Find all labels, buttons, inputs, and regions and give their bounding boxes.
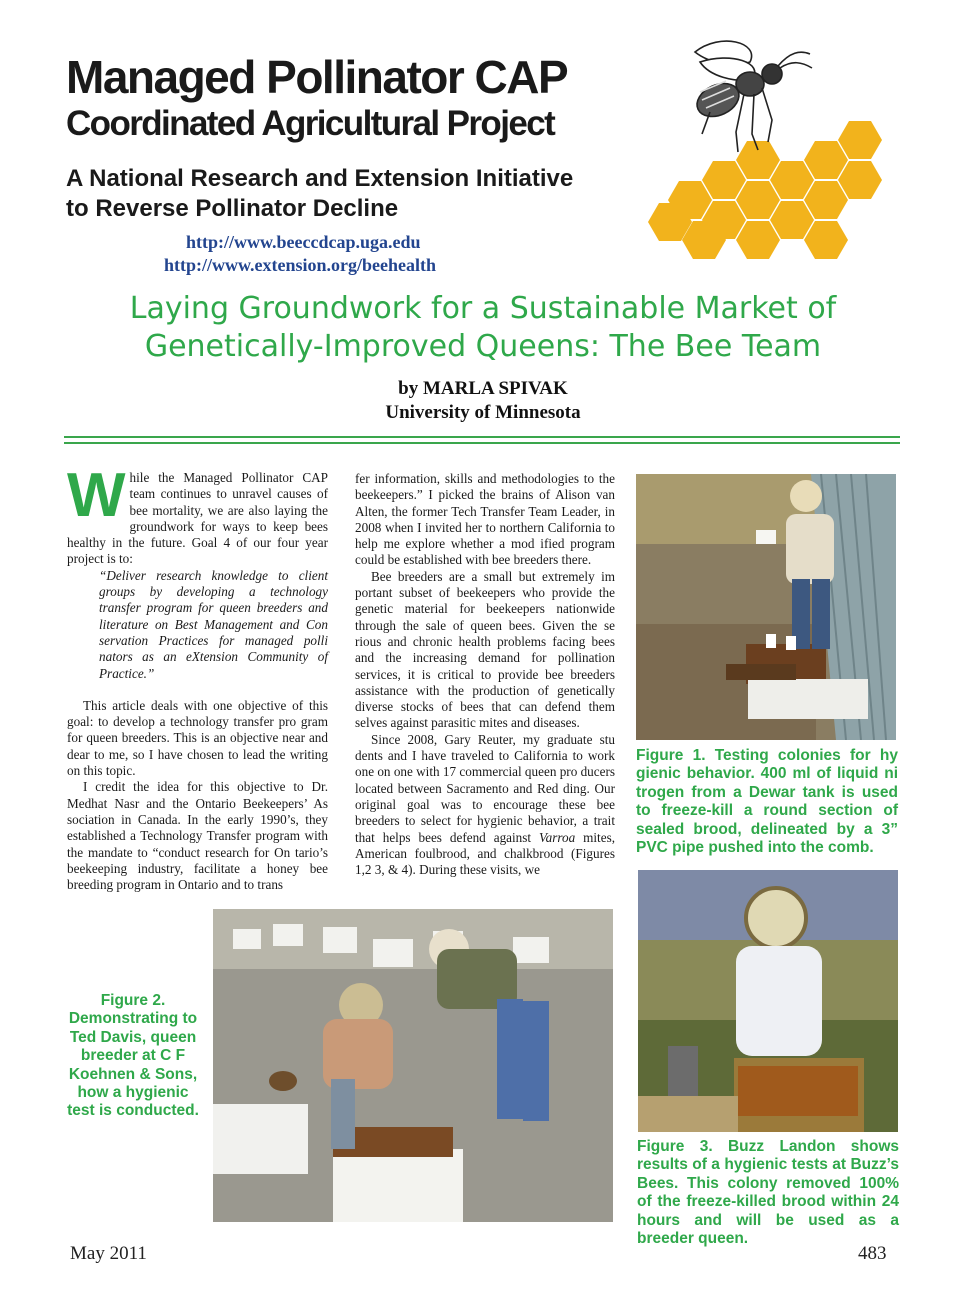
article-title-line-2: Genetically-Improved Queens: The Bee Team bbox=[144, 329, 822, 364]
figure-1-caption: Figure 1. Testing colonies for hy gienic behavior. 400 ml of liquid ni trogen from a Dewar tank is used to freeze-kill a round section of sealed brood, delineated by a 3” PVC pipe pushed into the comb. bbox=[636, 747, 898, 857]
paragraph-credit: I credit the idea for this objective to Dr. Medhat Nasr and the Ontario Beekeepers’ As sociation in Canada. In the early 1990’s, they established a Technology Transfer program with the mandate to “conduct research for On tario’s beekeeping industry, facilitate a honey bee breeding program in Ontario and to trans bbox=[67, 779, 328, 893]
masthead-title: Managed Pollinator CAP bbox=[66, 51, 568, 103]
honeycomb-icon bbox=[648, 121, 882, 259]
goal-quote: “Deliver research knowledge to client groups by developing a technology transfer program for queen breeders and literature on Best Management and Con servation Practices for managed polli nators as an eXtension Community of Practice.” bbox=[99, 567, 328, 681]
paragraph-continued: fer information, skills and methodologies to the beekeepers.” I picked the brains of Alison van Alten, the former Tech Transfer Team Leader, in 2008 when I invited her to northern California to help me explore whether a mod ified program could be established with bee breeders there. bbox=[355, 471, 615, 568]
initiative-line-2: to Reverse Pollinator Decline bbox=[66, 195, 399, 222]
page-number: 483 bbox=[858, 1243, 887, 1264]
divider-rule-bottom bbox=[64, 442, 900, 444]
figure-2-photo bbox=[213, 909, 613, 1222]
text-column-2 bbox=[355, 471, 615, 896]
masthead-subtitle: Coordinated Agricultural Project bbox=[66, 104, 555, 143]
author-byline: by MARLA SPIVAK bbox=[398, 378, 568, 399]
author-affiliation: University of Minnesota bbox=[385, 402, 581, 423]
paragraph-intro: hile the Managed Pollinator CAP team continues to unravel causes of bee mortality, we are also laying the groundwork for ways to keep bees healthy in the future. Goal 4 of our four year project is to: bbox=[67, 470, 328, 567]
article-title-line-1: Laying Groundwork for a Sustainable Market of bbox=[129, 291, 837, 326]
initiative-line-1: A National Research and Extension Initiative bbox=[66, 165, 574, 192]
paragraph-bee-breeders: Bee breeders are a small but extremely im portant subset of beekeepers who provide the genetic material for beekeepers nationwide through the sale of queen bees. Given the se rious and chronic health problems facing bees and the increasing demand for pollination services, it is critical to provide bee breeders assistance with the production of genetically diverse stocks of bees that can defend them selves against parasitic mites and diseases. bbox=[355, 568, 615, 731]
bee-icon bbox=[692, 41, 812, 152]
url-link-extension[interactable]: http://www.extension.org/beehealth bbox=[164, 255, 436, 275]
figure-3-caption: Figure 3. Buzz Landon shows results of a hygienic tests at Buzz’s Bees. This colony removed 100% of the freeze-killed brood within 24 hours and will be used as a breeder queen. bbox=[637, 1138, 899, 1248]
figure-2-caption: Figure 2. Demonstrating to Ted Davis, queen breeder at C F Koehnen & Sons, how a hygienic test is conducted. bbox=[67, 992, 199, 1120]
issue-date: May 2011 bbox=[70, 1243, 147, 1264]
varroa-term: Varroa bbox=[539, 829, 576, 845]
text-column-1 bbox=[67, 461, 328, 895]
paragraph-objective: This article deals with one objective of this goal: to develop a technology transfer pro gram for queen breeders. This is an objective near and dear to me, so I have chosen to lead the writing on this topic. bbox=[67, 697, 328, 779]
figure-3-photo bbox=[638, 870, 898, 1132]
paragraph-california: Since 2008, Gary Reuter, my graduate stu dents and I have traveled to California to work one on one with 17 commercial queen pro ducers located between Sacramento and Red ding. Our original goal was to encourage these bee breeders to select for hygienic behavior, a trait that helps bees defend against Varroa mites, American foulbrood, and chalkbrood (Figures 1,2 3, & 4). During these visits, we bbox=[355, 731, 616, 878]
drop-cap: W bbox=[67, 461, 126, 530]
bee-honeycomb-logo bbox=[640, 22, 910, 272]
figure-1-photo bbox=[636, 474, 896, 740]
divider-rule-top bbox=[64, 436, 900, 438]
url-link-beecap[interactable]: http://www.beeccdcap.uga.edu bbox=[186, 232, 421, 252]
